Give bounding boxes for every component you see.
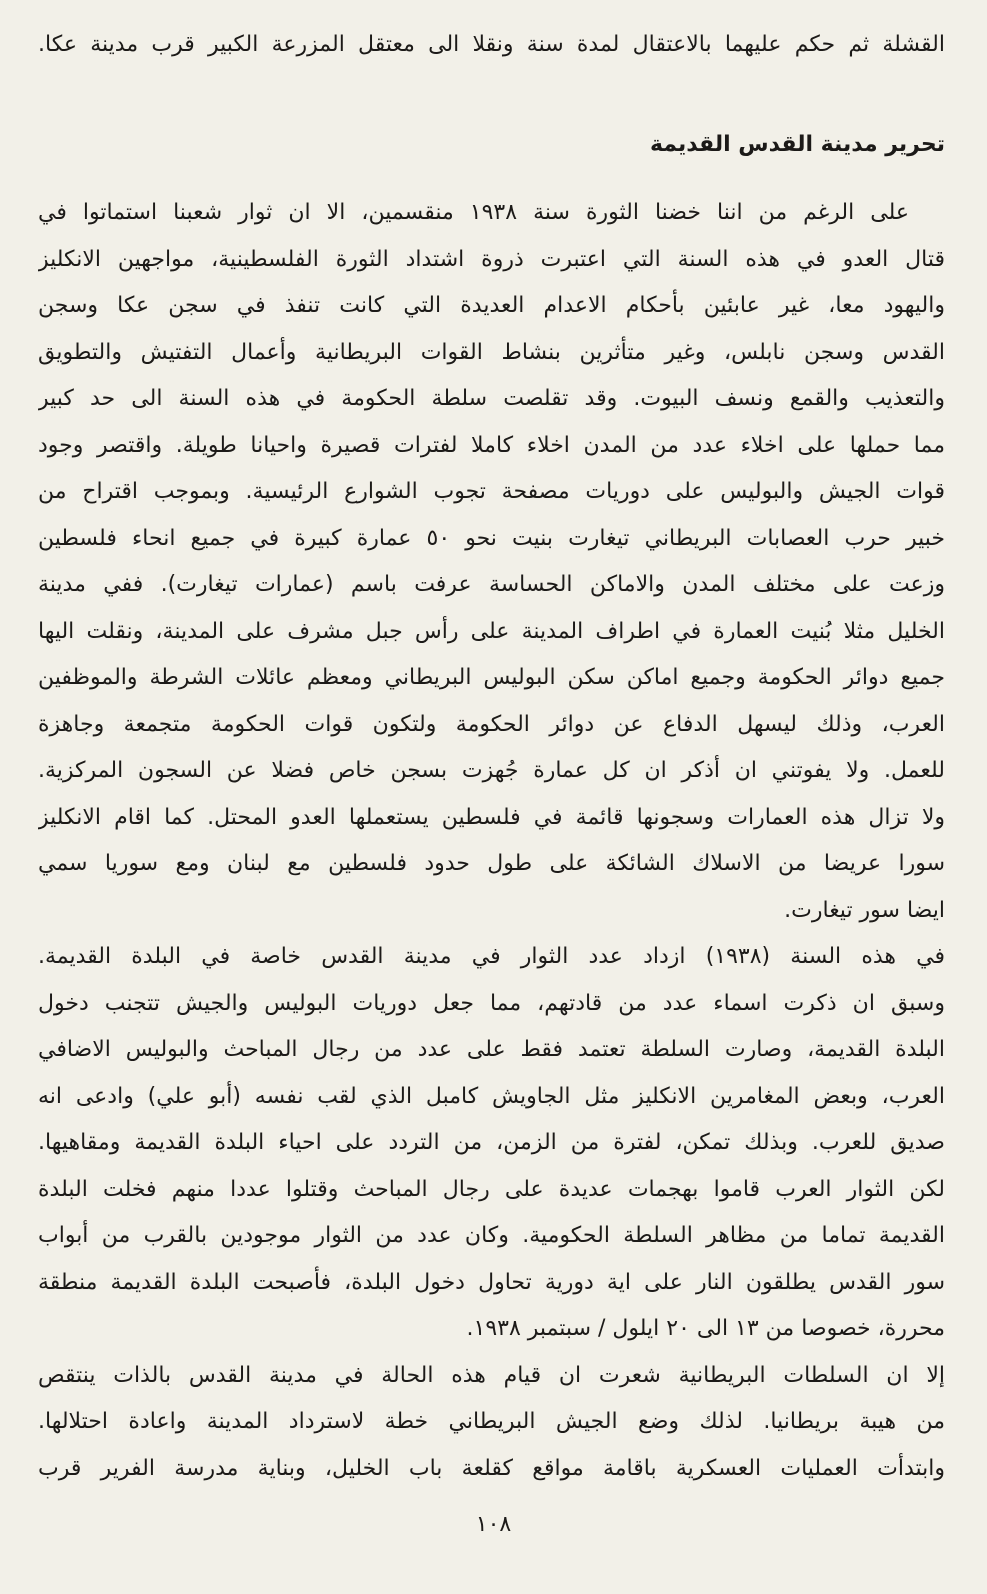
text-line: العرب، وبعض المغامرين الانكليز مثل الجاويش كامبل الذي لقب نفسه (أبو علي) وادعى انه: [38, 1083, 945, 1109]
text-line: سورا عريضا من الاسلاك الشائكة على طول حدود فلسطين مع لبنان ومع سوريا سمي: [38, 851, 945, 876]
text-line: لكن الثوار العرب قاموا بهجمات عديدة على رجال المباحث وقتلوا عددا منهم فخلت البلدة: [38, 1176, 945, 1202]
text-line: للعمل. ولا يفوتني ان أذكر ان كل عمارة جُهزت بسجن خاص فضلا عن السجون المركزية.: [38, 758, 945, 783]
text-line: ولا تزال هذه العمارات وسجونها قائمة في فلسطين يستعملها العدو المحتل. كما اقام الانكليز: [38, 804, 945, 830]
opening-line: القشلة ثم حكم عليهما بالاعتقال لمدة سنة ونقلا الى معتقل المزرعة الكبير قرب مدينة عكا.: [38, 32, 945, 57]
text-line: قتال العدو في هذه السنة التي اعتبرت ذروة اشتداد الثورة الفلسطينية، مواجهين الانكليز: [38, 246, 945, 272]
text-line: وسبق ان ذكرت اسماء عدد من قادتهم، مما جعل دوريات البوليس والجيش تتجنب دخول: [38, 990, 945, 1016]
paragraph: [38, 1353, 945, 1493]
body-text: [38, 190, 945, 1492]
text-line: واليهود معا، غير عابئين بأحكام الاعدام العديدة التي كانت تنفذ في سجن عكا وسجن: [38, 293, 945, 318]
text-line: إلا ان السلطات البريطانية شعرت ان قيام هذه الحالة في مدينة القدس بالذات ينتقص: [38, 1362, 945, 1388]
text-line: من هيبة بريطانيا. لذلك وضع الجيش البريطاني خطة لاسترداد المدينة واعادة احتلالها.: [38, 1409, 945, 1434]
text-line: ايضا سور تيغارت.: [784, 897, 945, 923]
text-line: العرب، وذلك ليسهل الدفاع عن دوائر الحكومة ولتكون قوات الحكومة متجمعة وجاهزة: [38, 711, 945, 737]
spacer: [38, 69, 945, 122]
text-line: في هذه السنة (١٩٣٨) ازداد عدد الثوار في مدينة القدس خاصة في البلدة القديمة.: [38, 944, 945, 969]
text-line: جميع دوائر الحكومة وجميع اماكن سكن البوليس البريطاني ومعظم عائلات الشرطة والموظفين: [38, 665, 945, 690]
paragraph: [38, 190, 945, 934]
text-line: مما حملها على اخلاء عدد من المدن اخلاء كاملا لفترات قصيرة واحيانا طويلة. واقتصر وجود: [38, 432, 945, 458]
text-line: على الرغم من اننا خضنا الثورة سنة ١٩٣٨ منقسمين، الا ان ثوار شعبنا استماتوا في: [38, 200, 910, 225]
text-line: والتعذيب والقمع ونسف البيوت. وقد تقلصت سلطة الحكومة في هذه السنة الى حد كبير: [38, 386, 945, 411]
text-line: الخليل مثلا بُنيت العمارة في اطراف المدينة على رأس جبل مشرف على المدينة، ونقلت اليها: [38, 618, 945, 644]
text-line: وزعت على مختلف المدن والاماكن الحساسة عرفت باسم (عمارات تيغارت). ففي مدينة: [38, 572, 945, 597]
section-heading: تحرير مدينة القدس القديمة: [649, 131, 945, 157]
book-page: [38, 22, 945, 1492]
paragraph: [38, 934, 945, 1353]
spacer: [38, 168, 945, 190]
text-line: القدس وسجن نابلس، وغير متأثرين بنشاط القوات البريطانية وأعمال التفتيش والتطويق: [38, 339, 945, 365]
text-line: البلدة القديمة، وصارت السلطة تعتمد فقط على عدد من رجال المباحث والبوليس الاضافي: [38, 1037, 945, 1062]
page-number: ١٠٨: [475, 1512, 512, 1537]
text-line: صديق للعرب. وبذلك تمكن، لفترة من الزمن، من التردد على احياء البلدة القديمة ومقاهيها.: [38, 1130, 945, 1155]
text-line: وابتدأت العمليات العسكرية باقامة مواقع كقلعة باب الخليل، وبناية مدرسة الفرير قرب: [38, 1455, 945, 1481]
text-line: سور القدس يطلقون النار على اية دورية تحاول دخول البلدة، فأصبحت البلدة القديمة منطقة: [38, 1269, 945, 1295]
text-line: القديمة تماما من مظاهر السلطة الحكومية. وكان عدد من الثوار موجودين بالقرب من أبواب: [38, 1223, 945, 1248]
text-line: محررة، خصوصا من ١٣ الى ٢٠ ايلول / سبتمبر ١٩٣٨.: [466, 1316, 945, 1341]
text-line: خبير حرب العصابات البريطاني تيغارت بنيت نحو ٥٠ عمارة كبيرة في جميع انحاء فلسطين: [38, 525, 945, 551]
text-line: قوات الجيش والبوليس على دوريات مصفحة تجوب الشوارع الرئيسية. وبموجب اقتراح من: [38, 479, 945, 504]
